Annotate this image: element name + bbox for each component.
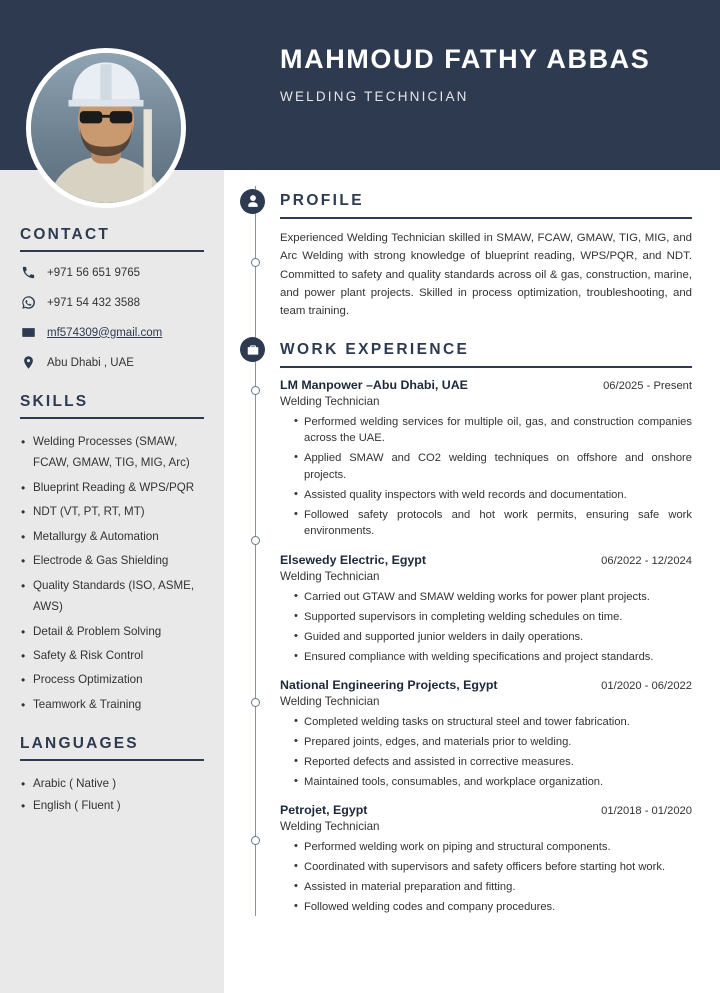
list-item: • Quality Standards (ISO, ASME, AWS) [20, 575, 204, 618]
list-item: • NDT (VT, PT, RT, MT) [20, 501, 204, 522]
employment-dates: 06/2025 - Present [603, 379, 692, 392]
skills-list [20, 431, 204, 715]
profile-heading [280, 192, 692, 210]
employment-dates: 01/2020 - 06/2022 [601, 680, 692, 693]
list-item: • Followed welding codes and company procedures. [294, 899, 692, 916]
profile-divider [280, 217, 692, 219]
job-role-subtitle: WELDING TECHNICIAN [280, 89, 469, 104]
contact-location-value: Abu Dhabi , UAE [47, 356, 134, 369]
experience-item [280, 678, 692, 790]
contact-phone-value: +971 56 651 9765 [47, 266, 141, 279]
contact-email-value[interactable]: mf574309@gmail.com [47, 326, 163, 339]
location-icon [20, 354, 37, 371]
list-item: • Performed welding work on piping and structural components. [294, 839, 692, 856]
experience-divider [280, 366, 692, 368]
contact-title: CONTACT [20, 226, 111, 243]
list-item: • Welding Processes (SMAW, FCAW, GMAW, TIG, MIG, Arc) [20, 431, 204, 474]
company-name: National Engineering Projects, Egypt [280, 678, 498, 693]
contact-section [20, 226, 204, 371]
list-item: • Coordinated with supervisors and safety officers before starting hot work. [294, 859, 692, 876]
list-item: • Maintained tools, consumables, and workplace organization. [294, 774, 692, 791]
list-item: • Arabic ( Native ) [20, 773, 204, 795]
sidebar [0, 0, 224, 993]
list-item: • Guided and supported junior welders in daily operations. [294, 629, 692, 646]
skills-section [20, 393, 204, 715]
list-item: • Reported defects and assisted in corrective measures. [294, 754, 692, 771]
position-title: Welding Technician [280, 820, 380, 834]
languages-section [20, 735, 204, 817]
list-item: • Followed safety protocols and hot work permits, ensuring safe work environments. [294, 507, 692, 541]
experience-heading [280, 341, 692, 359]
email-icon [20, 324, 37, 341]
company-name: Petrojet, Egypt [280, 803, 368, 818]
list-item: • Ensured compliance with welding specifications and project standards. [294, 649, 692, 666]
list-item: • Carried out GTAW and SMAW welding works for power plant projects. [294, 589, 692, 606]
list-item: • English ( Fluent ) [20, 795, 204, 817]
experience-item [280, 553, 692, 665]
languages-list [20, 773, 204, 817]
experience-item [280, 803, 692, 915]
contact-location [20, 354, 204, 371]
sections-wrapper [224, 170, 720, 916]
experience-item-header [280, 803, 692, 817]
company-name: LM Manpower –Abu Dhabi, UAE [280, 377, 468, 392]
contact-whatsapp-value: +971 54 432 3588 [47, 296, 141, 309]
list-item: • Performed welding services for multiple oil, gas, and construction companies across the UAE. [294, 414, 692, 448]
contact-whatsapp[interactable] [20, 294, 204, 311]
experience-item [280, 378, 692, 541]
responsibility-list [280, 714, 692, 790]
responsibility-list [280, 839, 692, 915]
position-title: Welding Technician [280, 394, 380, 408]
contact-divider [20, 250, 204, 252]
briefcase-icon [240, 337, 265, 362]
position-title: Welding Technician [280, 570, 380, 584]
avatar-photo [31, 53, 181, 203]
contact-phone[interactable] [20, 264, 204, 281]
languages-divider [20, 759, 204, 761]
responsibility-list [280, 414, 692, 541]
phone-icon [20, 264, 37, 281]
list-item: • Metallurgy & Automation [20, 526, 204, 547]
page-title: MAHMOUD FATHY ABBAS [280, 44, 651, 74]
timeline-dot [251, 258, 260, 267]
list-item: • Blueprint Reading & WPS/PQR [20, 477, 204, 498]
skills-title: SKILLS [20, 393, 89, 410]
list-item: • Prepared joints, edges, and materials prior to welding. [294, 734, 692, 751]
avatar [26, 48, 186, 208]
timeline-dot [251, 698, 260, 707]
list-item: • Supported supervisors in completing welding schedules on time. [294, 609, 692, 626]
list-item: • Safety & Risk Control [20, 645, 204, 666]
employment-dates: 06/2022 - 12/2024 [601, 555, 692, 568]
list-item: • Assisted in material preparation and fitting. [294, 879, 692, 896]
list-item: • Detail & Problem Solving [20, 621, 204, 642]
skills-divider [20, 417, 204, 419]
list-item: • Completed welding tasks on structural steel and tower fabrication. [294, 714, 692, 731]
timeline-dot [251, 536, 260, 545]
profile-title: PROFILE [280, 192, 364, 209]
profile-section [280, 192, 692, 321]
contact-email[interactable] [20, 324, 204, 341]
list-item: • Applied SMAW and CO2 welding techniques on offshore and onshore projects. [294, 450, 692, 484]
whatsapp-icon [20, 294, 37, 311]
responsibility-list [280, 589, 692, 665]
experience-item-header [280, 678, 692, 692]
main-content [224, 0, 720, 993]
sidebar-content [0, 170, 224, 817]
person-icon [240, 189, 265, 214]
experience-item-header [280, 378, 692, 392]
profile-text: Experienced Welding Technician skilled in SMAW, FCAW, GMAW, TIG, MIG, and Arc Welding with strong knowledge of blueprint reading, WPS/PQR, and NDT. Committed to safety and quality standards across oil & gas, construction, marine, and power plant projects. Skilled in process optimization, troubleshooting, and team training. [280, 231, 692, 318]
company-name: Elsewedy Electric, Egypt [280, 553, 426, 568]
experience-item-header [280, 553, 692, 567]
list-item: • Assisted quality inspectors with weld records and documentation. [294, 487, 692, 504]
list-item: • Process Optimization [20, 669, 204, 690]
timeline-dot [251, 836, 260, 845]
contact-list [20, 264, 204, 371]
header-band [224, 0, 720, 170]
timeline-line [255, 186, 256, 916]
timeline-dot [251, 386, 260, 395]
list-item: • Teamwork & Training [20, 694, 204, 715]
experience-section [280, 341, 692, 916]
list-item: • Electrode & Gas Shielding [20, 550, 204, 571]
languages-title: LANGUAGES [20, 735, 139, 753]
employment-dates: 01/2018 - 01/2020 [601, 805, 692, 818]
experience-title: WORK EXPERIENCE [280, 340, 470, 358]
position-title: Welding Technician [280, 695, 380, 709]
